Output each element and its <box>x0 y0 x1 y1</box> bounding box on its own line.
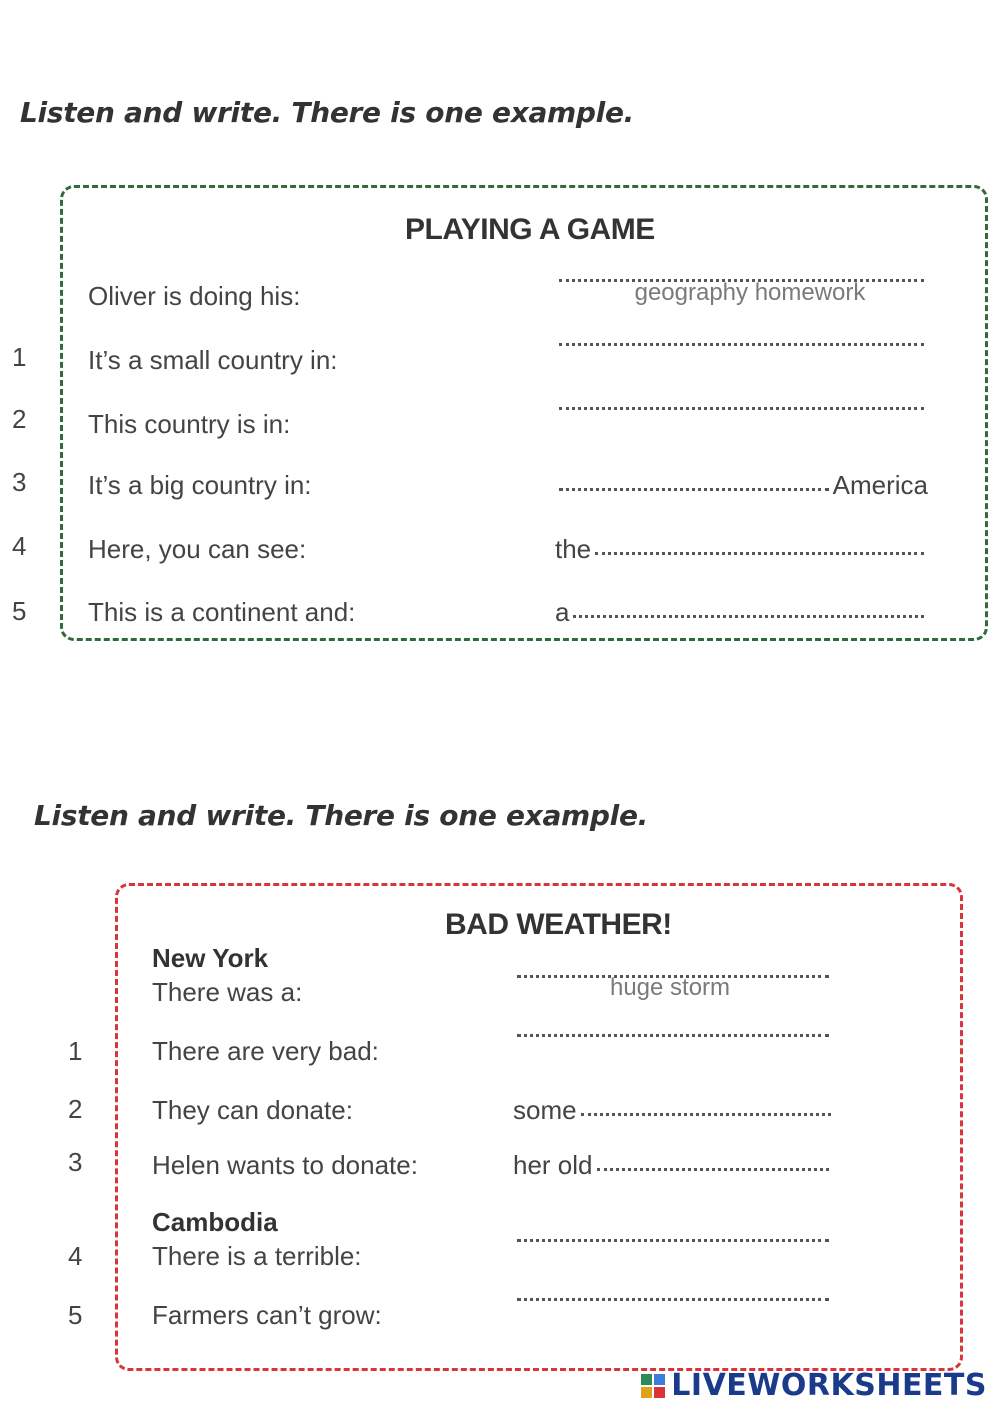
item-number: 4 <box>68 1241 83 1271</box>
question-text: This is a continent and: <box>88 597 356 627</box>
example-answer: geography homework <box>634 279 866 306</box>
item-number: 1 <box>12 342 27 372</box>
item-number: 3 <box>68 1147 83 1177</box>
answer-prefix: a <box>555 597 570 627</box>
liveworksheets-logo-icon <box>641 1374 665 1398</box>
instruction-2: Listen and write. There is one example. <box>34 799 648 832</box>
answer-field[interactable] <box>513 1150 833 1181</box>
logo-square <box>654 1387 665 1398</box>
question-text: It’s a big country in: <box>88 470 312 500</box>
answer-field[interactable] <box>555 470 928 501</box>
item-number: 3 <box>12 467 27 497</box>
item-number: 5 <box>12 596 27 626</box>
subheading-cambodia: Cambodia <box>152 1207 278 1237</box>
section-1-title: PLAYING A GAME <box>405 213 655 246</box>
question-text: There is a terrible: <box>152 1241 362 1271</box>
answer-field[interactable] <box>555 345 928 349</box>
question-text: Here, you can see: <box>88 534 307 564</box>
question-text: This country is in: <box>88 409 291 439</box>
question-text: Farmers can’t grow: <box>152 1300 382 1330</box>
question-text: It’s a small country in: <box>88 345 338 375</box>
question-text: They can donate: <box>152 1095 353 1125</box>
answer-field[interactable] <box>513 1095 835 1126</box>
brand-name: LIVEWORKSHEETS <box>671 1368 987 1403</box>
item-number: 4 <box>12 531 27 561</box>
answer-field[interactable] <box>555 409 928 413</box>
item-number: 2 <box>12 404 27 434</box>
answer-prefix: the <box>555 534 592 564</box>
logo-square <box>654 1374 665 1385</box>
example-question: Oliver is doing his: <box>88 281 301 311</box>
example-answer: huge storm <box>609 974 731 1001</box>
answer-prefix: some <box>513 1095 577 1125</box>
answer-field[interactable] <box>555 597 928 628</box>
answer-prefix: her old <box>513 1150 593 1180</box>
logo-square <box>641 1387 652 1398</box>
question-text: There are very bad: <box>152 1036 379 1066</box>
answer-field[interactable] <box>555 534 928 565</box>
answer-field[interactable] <box>513 1300 833 1304</box>
item-number: 5 <box>68 1300 83 1330</box>
item-number: 1 <box>68 1036 83 1066</box>
answer-field[interactable] <box>513 1241 833 1245</box>
answer-field[interactable] <box>513 1036 833 1040</box>
section-2-title: BAD WEATHER! <box>445 908 672 941</box>
liveworksheets-logo[interactable] <box>641 1368 987 1403</box>
question-text: Helen wants to donate: <box>152 1150 418 1180</box>
subheading-new-york: New York <box>152 943 269 973</box>
example-question: There was a: <box>152 977 303 1007</box>
item-number: 2 <box>68 1094 83 1124</box>
answer-suffix: America <box>832 470 928 500</box>
logo-square <box>641 1374 652 1385</box>
instruction-1: Listen and write. There is one example. <box>20 96 634 129</box>
